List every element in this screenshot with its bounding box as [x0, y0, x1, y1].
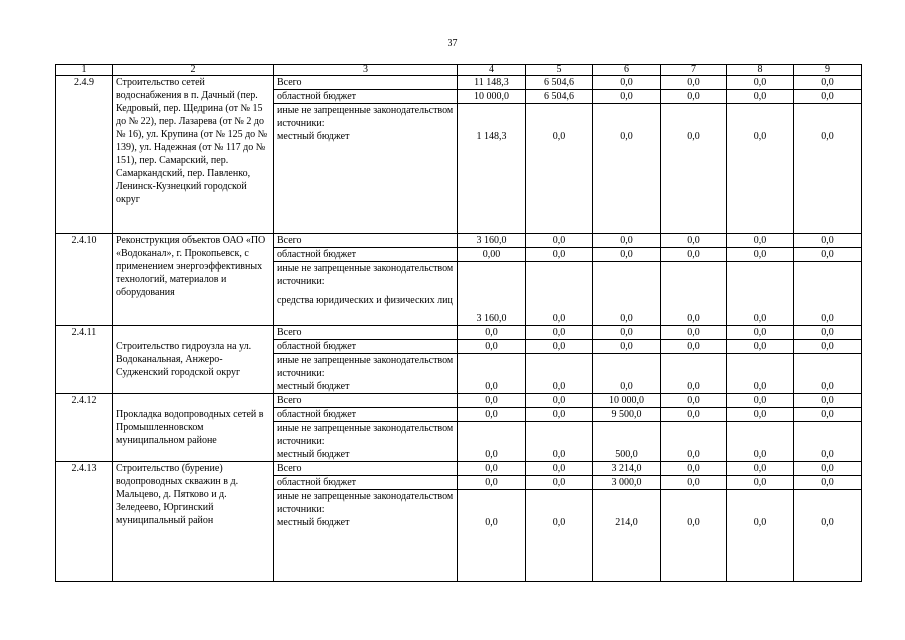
value-cell: 0,0 [727, 234, 794, 248]
value-cell: 0,0 [458, 462, 526, 476]
row-id: 2.4.10 [56, 234, 113, 326]
value-cell: 0,0 [661, 476, 727, 490]
local-budget-label: местный бюджет [277, 449, 350, 460]
value-cell: 0,0 [526, 326, 593, 340]
value-cell: 0,0 [661, 248, 727, 262]
column-header: 5 [526, 65, 593, 76]
value-cell: 0,0 [458, 408, 526, 422]
value-cell: 0,0 [727, 104, 794, 234]
project-name: Реконструкция объектов ОАО «ПО «Водоканал», г. Прокопьевск, с применением энергоэффективных технологий, материалов и оборудования [113, 234, 274, 326]
table-row [56, 234, 862, 248]
value-cell: 0,0 [794, 248, 862, 262]
value-cell: 1 148,3 [458, 104, 526, 234]
value-cell: 3 000,0 [593, 476, 661, 490]
value-cell: 0,0 [593, 90, 661, 104]
source-label [274, 262, 458, 326]
value-cell: 10 000,0 [458, 90, 526, 104]
source-label [274, 422, 458, 462]
value-cell: 0,0 [794, 408, 862, 422]
local-budget-label: местный бюджет [277, 517, 350, 528]
value-cell: 0,0 [661, 90, 727, 104]
table-row [56, 76, 862, 90]
value-cell: 0,0 [794, 326, 862, 340]
value-cell: 0,0 [526, 394, 593, 408]
header-row [56, 65, 862, 76]
value-cell: 0,0 [661, 354, 727, 394]
value-cell: 0,0 [526, 104, 593, 234]
column-header: 4 [458, 65, 526, 76]
value-cell: 0,0 [661, 76, 727, 90]
value-cell: 0,0 [593, 340, 661, 354]
row-id: 2.4.11 [56, 326, 113, 394]
value-cell: 0,0 [727, 262, 794, 326]
value-cell: 0,0 [593, 234, 661, 248]
value-cell: 0,0 [661, 234, 727, 248]
value-cell: 0,0 [458, 476, 526, 490]
row-id: 2.4.13 [56, 462, 113, 582]
project-name: Строительство сетей водоснабжения в п. Дачный (пер. Кедровый, пер. Щедрина (от № 15 до № 22), пер. Лазарева (от № 2 до № 16), ул. Крупина (от № 125 до № 139), ул. Надежная (от № 117 до № 151), пер. Самарский, пер. Самаркандский, пер. Павленко, Ленинск-Кузнецкий городской округ [113, 76, 274, 234]
value-cell: 0,0 [794, 262, 862, 326]
value-cell: 3 160,0 [458, 234, 526, 248]
value-cell: 214,0 [593, 490, 661, 582]
value-cell: 0,0 [458, 422, 526, 462]
value-cell: 10 000,0 [593, 394, 661, 408]
source-label [274, 104, 458, 234]
value-cell: 0,0 [794, 490, 862, 582]
local-budget-label: местный бюджет [277, 131, 350, 142]
value-cell: 0,0 [661, 408, 727, 422]
value-cell: 0,0 [727, 462, 794, 476]
source-label: Всего [274, 394, 458, 408]
source-label: Всего [274, 234, 458, 248]
value-cell: 0,0 [526, 248, 593, 262]
other-sources-label: иные не запрещенные законодательством источники: [277, 105, 454, 129]
column-header: 6 [593, 65, 661, 76]
source-label: областной бюджет [274, 248, 458, 262]
value-cell: 0,0 [458, 340, 526, 354]
column-header: 9 [794, 65, 862, 76]
value-cell: 0,0 [458, 490, 526, 582]
value-cell: 0,0 [593, 248, 661, 262]
legal-entities-label: средства юридических и физических лиц [277, 295, 453, 306]
value-cell: 0,0 [661, 104, 727, 234]
project-name: Строительство гидроузла на ул. Водоканальная, Анжеро-Судженский городской округ [113, 326, 274, 394]
value-cell: 0,0 [526, 490, 593, 582]
value-cell: 0,0 [593, 104, 661, 234]
local-budget-label: местный бюджет [277, 381, 350, 392]
value-cell: 0,0 [727, 408, 794, 422]
value-cell: 0,0 [526, 476, 593, 490]
value-cell: 3 160,0 [458, 262, 526, 326]
value-cell: 0,0 [458, 394, 526, 408]
value-cell: 0,0 [526, 340, 593, 354]
table-row [56, 326, 862, 340]
value-cell: 0,0 [727, 490, 794, 582]
value-cell: 0,0 [794, 354, 862, 394]
value-cell: 0,0 [661, 422, 727, 462]
value-cell: 0,0 [794, 340, 862, 354]
value-cell: 0,0 [526, 408, 593, 422]
source-label: Всего [274, 462, 458, 476]
value-cell: 0,0 [458, 326, 526, 340]
value-cell: 0,0 [593, 76, 661, 90]
value-cell: 0,0 [794, 76, 862, 90]
value-cell: 0,0 [593, 326, 661, 340]
value-cell: 0,0 [661, 340, 727, 354]
other-sources-label: иные не запрещенные законодательством источники: [277, 491, 454, 515]
value-cell: 0,0 [526, 234, 593, 248]
source-label [274, 490, 458, 582]
row-id: 2.4.12 [56, 394, 113, 462]
value-cell: 0,0 [727, 326, 794, 340]
value-cell: 0,0 [526, 262, 593, 326]
value-cell: 0,0 [727, 76, 794, 90]
column-header: 7 [661, 65, 727, 76]
column-header: 8 [727, 65, 794, 76]
value-cell: 500,0 [593, 422, 661, 462]
value-cell: 9 500,0 [593, 408, 661, 422]
value-cell: 0,0 [661, 326, 727, 340]
other-sources-label: иные не запрещенные законодательством источники: [277, 423, 454, 447]
value-cell: 0,0 [727, 90, 794, 104]
value-cell: 0,0 [661, 262, 727, 326]
value-cell: 0,0 [593, 354, 661, 394]
row-id: 2.4.9 [56, 76, 113, 234]
value-cell: 0,0 [593, 262, 661, 326]
project-name: Прокладка водопроводных сетей в Промышленновском муниципальном районе [113, 394, 274, 462]
source-label: областной бюджет [274, 408, 458, 422]
source-label: Всего [274, 76, 458, 90]
value-cell: 0,0 [727, 248, 794, 262]
column-header: 1 [56, 65, 113, 76]
table-row [56, 462, 862, 476]
value-cell: 3 214,0 [593, 462, 661, 476]
value-cell: 0,0 [727, 394, 794, 408]
column-header: 2 [113, 65, 274, 76]
page-number: 37 [447, 38, 458, 49]
value-cell: 0,0 [458, 354, 526, 394]
source-label [274, 354, 458, 394]
value-cell: 0,0 [727, 422, 794, 462]
value-cell: 0,0 [727, 476, 794, 490]
value-cell: 0,0 [727, 354, 794, 394]
budget-table [55, 64, 862, 582]
value-cell: 0,00 [458, 248, 526, 262]
value-cell: 0,0 [727, 340, 794, 354]
value-cell: 0,0 [794, 90, 862, 104]
column-header: 3 [274, 65, 458, 76]
value-cell: 0,0 [526, 422, 593, 462]
value-cell: 0,0 [526, 354, 593, 394]
project-name: Строительство (бурение) водопроводных скважин в д. Мальцево, д. Пятково и д. Зеледеево, Юргинский муниципальный район [113, 462, 274, 582]
table-row [56, 394, 862, 408]
value-cell: 6 504,6 [526, 76, 593, 90]
value-cell: 0,0 [794, 422, 862, 462]
value-cell: 0,0 [794, 394, 862, 408]
value-cell: 11 148,3 [458, 76, 526, 90]
value-cell: 0,0 [794, 476, 862, 490]
value-cell: 0,0 [661, 394, 727, 408]
value-cell: 0,0 [794, 234, 862, 248]
value-cell: 6 504,6 [526, 90, 593, 104]
value-cell: 0,0 [794, 104, 862, 234]
source-label: областной бюджет [274, 90, 458, 104]
other-sources-label: иные не запрещенные законодательством источники: [277, 263, 454, 287]
source-label: Всего [274, 326, 458, 340]
value-cell: 0,0 [661, 462, 727, 476]
value-cell: 0,0 [794, 462, 862, 476]
value-cell: 0,0 [526, 462, 593, 476]
value-cell: 0,0 [661, 490, 727, 582]
other-sources-label: иные не запрещенные законодательством источники: [277, 355, 454, 379]
source-label: областной бюджет [274, 340, 458, 354]
source-label: областной бюджет [274, 476, 458, 490]
